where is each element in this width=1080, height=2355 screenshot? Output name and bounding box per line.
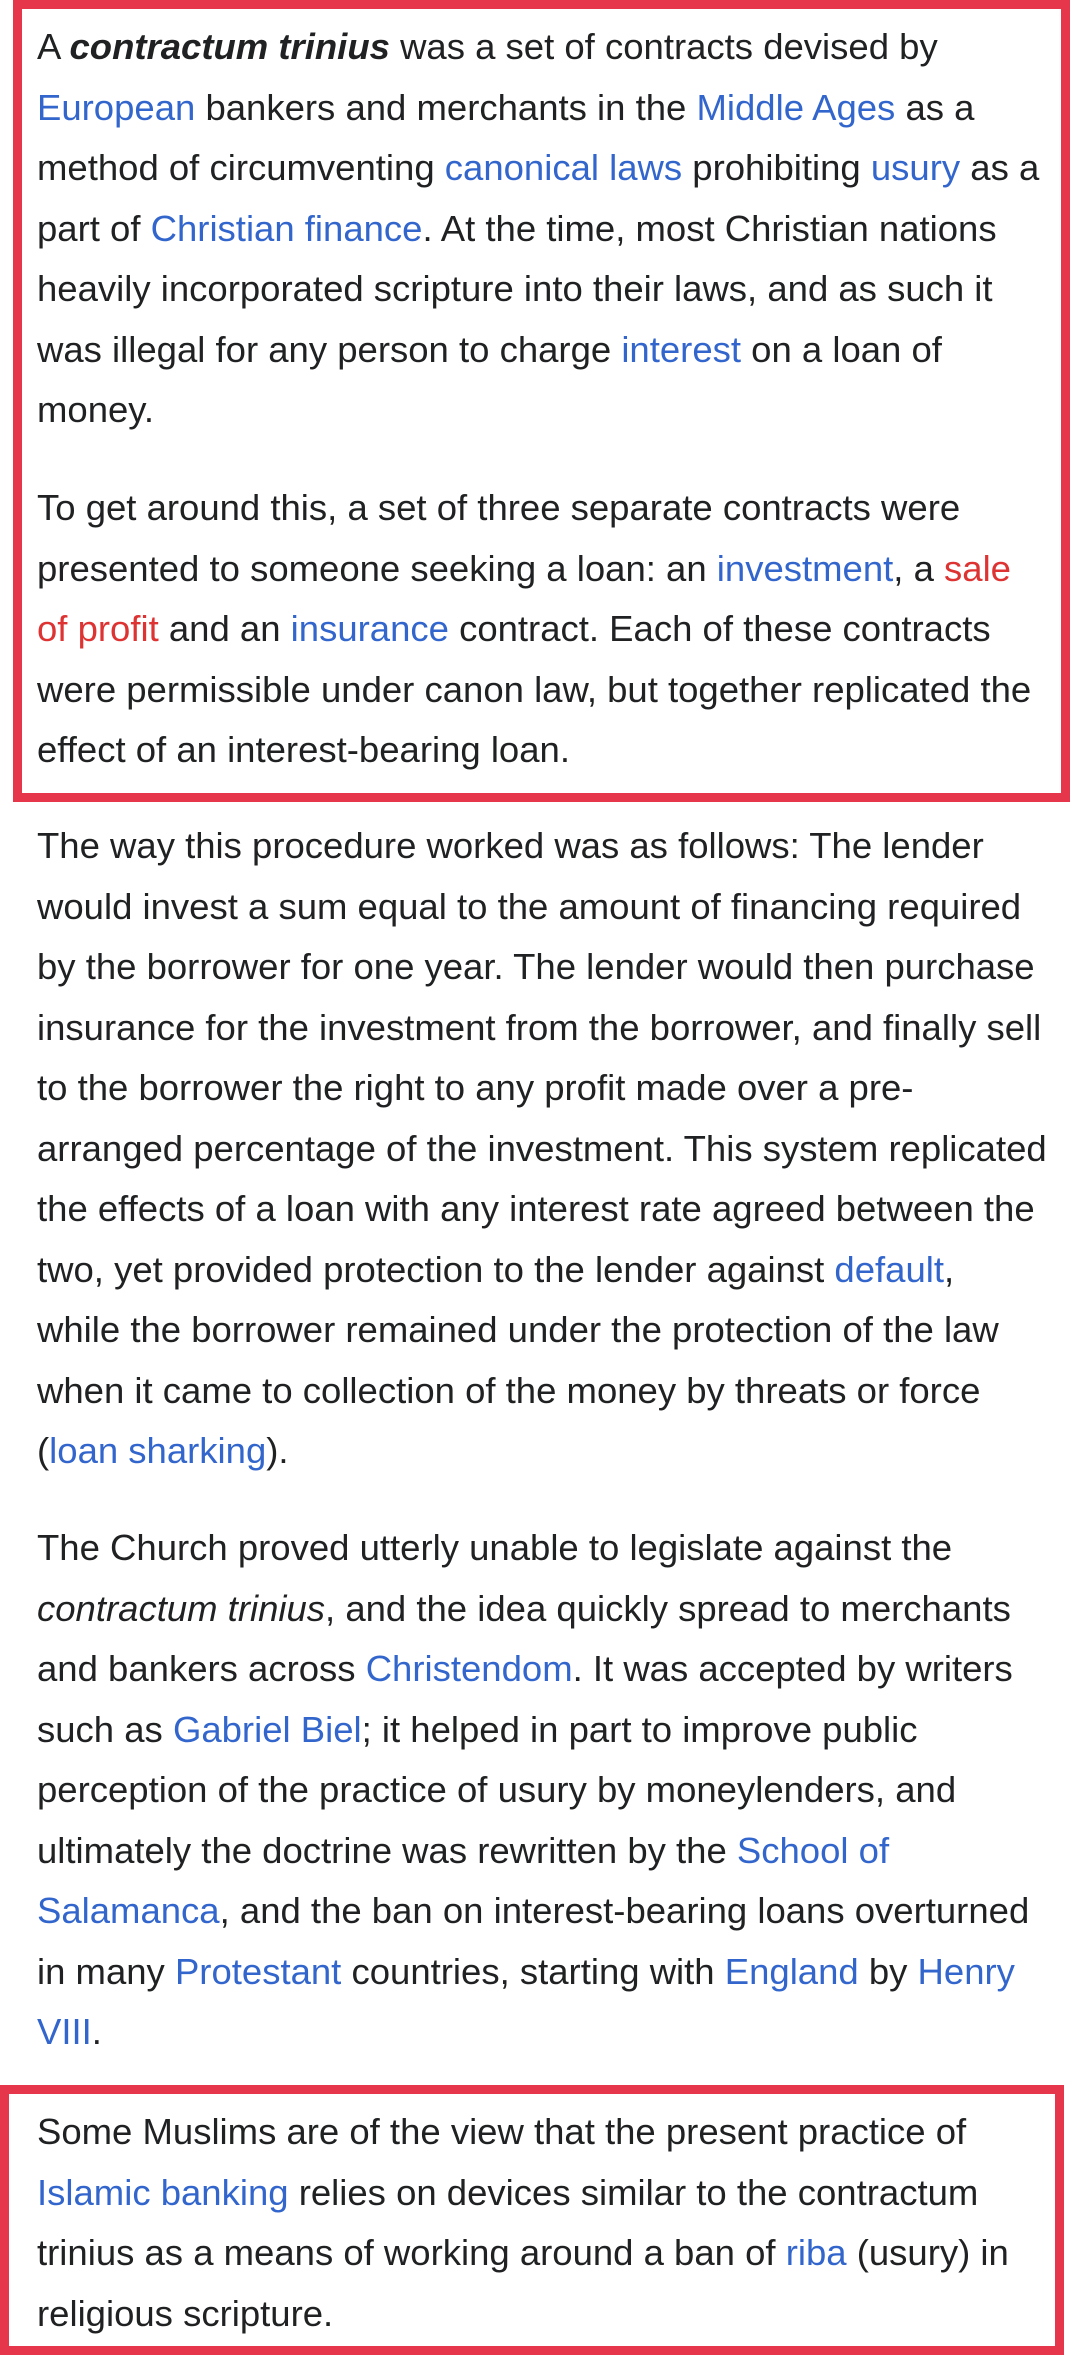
link-islamic-banking[interactable]: Islamic banking [37, 2171, 289, 2213]
term-bold-italic: contractum trinius [69, 26, 390, 67]
paragraph-procedure [37, 816, 1047, 1482]
link-usury[interactable]: usury [870, 147, 961, 188]
text-run: countries, starting with [341, 1950, 725, 1992]
text-run: ). [266, 1430, 289, 1471]
text-run: , and the idea quickly spread to merchants and bankers across [37, 1587, 1011, 1689]
link-loan-sharking[interactable]: loan sharking [49, 1430, 267, 1471]
paragraph-three-contracts [37, 478, 1047, 781]
term-italic: contractum trinius [37, 1587, 326, 1629]
text-run: ; it helped in part to improve public perception of the practice of usury by moneylenders, and ultimately the doctrine was rewritten by the [37, 1708, 957, 1871]
link-default[interactable]: default [834, 1248, 944, 1290]
link-protestant[interactable]: Protestant [174, 1950, 342, 1992]
text-run: was a set of contracts devised by [389, 26, 938, 67]
link-christian-finance[interactable]: Christian finance [150, 207, 423, 249]
paragraph-church [37, 1518, 1047, 2063]
text-run: relies on devices similar to the contractum trinius as a means of working around a ban of [37, 2171, 979, 2273]
link-interest[interactable]: interest [621, 328, 742, 370]
text-run: A [37, 26, 70, 67]
text-run: and an [158, 608, 291, 649]
link-gabriel-biel[interactable]: Gabriel Biel [172, 1708, 362, 1750]
link-henry-viii[interactable]: Henry VIII [37, 1950, 1015, 2052]
text-run: as a part of [37, 147, 1040, 249]
text-run: bankers and merchants in the [195, 86, 697, 128]
link-sale-of-profit[interactable]: sale of profit [37, 547, 1011, 649]
text-run: To get around this, a set of three separate contracts were presented to someone seeking a loan: an [37, 487, 961, 589]
text-run: (usury) in religious scripture. [37, 2232, 1009, 2334]
text-run: , and the ban on interest-bearing loans overturned in many [37, 1890, 1030, 1992]
text-run: , a [893, 547, 945, 589]
text-run: on a loan of money. [37, 328, 942, 430]
text-run: by [858, 1950, 918, 1992]
text-run: contract. Each of these contracts were permissible under canon law, but together replicated the effect of an interest-bearing loan. [37, 608, 1032, 770]
link-school-of-salamanca[interactable]: School of Salamanca [37, 1829, 890, 1931]
text-run: . [91, 2011, 102, 2052]
text-run: The Church proved utterly unable to legislate against the [37, 1527, 953, 1568]
paragraph-islamic-banking [37, 2102, 1047, 2344]
text-run: , while the borrower remained under the protection of the law when it came to collection of the money by threats or force ( [37, 1248, 999, 1471]
text-run: as a method of circumventing [37, 86, 975, 188]
link-european[interactable]: European [37, 86, 196, 128]
link-canonical-laws[interactable]: canonical laws [444, 147, 683, 188]
text-run: The way this procedure worked was as follows: The lender would invest a sum equal to the amount of financing required by the borrower for one year. The lender would then purchase insurance for the investment from the borrower, and finally sell to the borrower the right to any profit made over a pre-arranged percentage of the investment. This system replicated the effects of a loan with any interest rate agreed between the two, yet provided protection to the lender against [37, 825, 1047, 1290]
text-run: prohibiting [682, 147, 871, 188]
link-christendom[interactable]: Christendom [365, 1648, 573, 1689]
link-england[interactable]: England [724, 1950, 859, 1992]
text-run: Some Muslims are of the view that the present practice of [37, 2111, 967, 2152]
link-insurance[interactable]: insurance [290, 608, 449, 649]
link-investment[interactable]: investment [716, 547, 894, 589]
text-run: . It was accepted by writers such as [37, 1648, 1013, 1750]
link-riba[interactable]: riba [785, 2232, 847, 2273]
text-run: . At the time, most Christian nations heavily incorporated scripture into their laws, and as such it was illegal for any person to charge [37, 207, 997, 370]
paragraph-intro [37, 17, 1047, 441]
link-middle-ages[interactable]: Middle Ages [696, 86, 896, 128]
